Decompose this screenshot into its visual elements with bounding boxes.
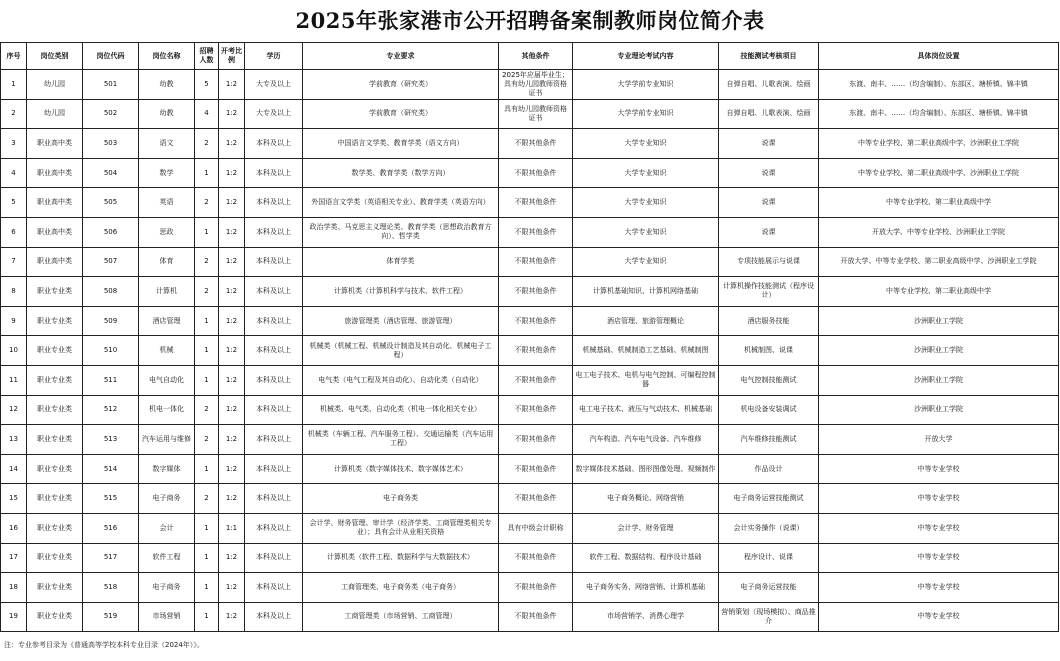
table-row	[1, 70, 1059, 100]
table-cell: 501	[83, 70, 139, 100]
table-cell: 工商管理类、电子商务类（电子商务）	[303, 573, 499, 603]
table-cell: 507	[83, 247, 139, 277]
table-cell: 14	[1, 454, 27, 484]
table-cell: 不限其他条件	[499, 129, 573, 159]
table-cell: 518	[83, 573, 139, 603]
table-cell: 电气自动化	[139, 365, 195, 395]
table-cell: 语文	[139, 129, 195, 159]
table-cell: 会计实务操作（说课）	[719, 513, 819, 543]
table-cell: 电子商务	[139, 484, 195, 514]
table-row	[1, 336, 1059, 366]
table-cell: 本科及以上	[245, 365, 303, 395]
table-row	[1, 484, 1059, 514]
table-cell: 2025年应届毕业生；具有幼儿园教师资格证书	[499, 70, 573, 100]
table-cell: 计算机类（计算机科学与技术、软件工程）	[303, 277, 499, 307]
table-cell: 中等专业学校	[819, 454, 1059, 484]
table-cell: 沙洲职业工学院	[819, 365, 1059, 395]
table-row	[1, 365, 1059, 395]
table-cell: 不限其他条件	[499, 365, 573, 395]
table-cell: 机械类、电气类、自动化类（机电一体化相关专业）	[303, 395, 499, 425]
table-cell: 电子商务	[139, 573, 195, 603]
table-cell: 1:1	[219, 513, 245, 543]
table-cell: 程序设计、说课	[719, 543, 819, 573]
table-cell: 2	[195, 188, 219, 218]
table-cell: 1:2	[219, 425, 245, 455]
table-cell: 1:2	[219, 70, 245, 100]
page-title: 2025年张家港市公开招聘备案制教师岗位简介表	[295, 8, 765, 33]
header-cell: 专业理论考试内容	[573, 43, 719, 70]
table-cell: 职业专业类	[27, 513, 83, 543]
table-cell: 东渡、南丰、……（均含编制）、东部区、塘桥镇、锦丰镇	[819, 99, 1059, 129]
table-row	[1, 129, 1059, 159]
table-cell: 9	[1, 306, 27, 336]
table-cell: 本科及以上	[245, 306, 303, 336]
table-cell: 1:2	[219, 247, 245, 277]
table-cell: 509	[83, 306, 139, 336]
table-cell: 电气类（电气工程及其自动化）、自动化类（自动化）	[303, 365, 499, 395]
table-cell: 具有中级会计职称	[499, 513, 573, 543]
table-cell: 516	[83, 513, 139, 543]
table-cell: 旅游管理类（酒店管理、旅游管理）	[303, 306, 499, 336]
table-cell: 计算机	[139, 277, 195, 307]
table-cell: 2	[195, 277, 219, 307]
table-cell: 17	[1, 543, 27, 573]
table-cell: 沙洲职业工学院	[819, 336, 1059, 366]
table-cell: 自弹自唱、儿歌表演、绘画	[719, 99, 819, 129]
table-cell: 1:2	[219, 217, 245, 247]
table-cell: 中等专业学校、第二职业高级中学、沙洲职业工学院	[819, 158, 1059, 188]
table-row	[1, 158, 1059, 188]
table-cell: 数学	[139, 158, 195, 188]
table-cell: 思政	[139, 217, 195, 247]
table-cell: 中等专业学校	[819, 602, 1059, 632]
header-cell: 其他条件	[499, 43, 573, 70]
header-cell: 岗位类别	[27, 43, 83, 70]
table-cell: 机械类（车辆工程、汽车服务工程）、交通运输类（汽车运用工程）	[303, 425, 499, 455]
table-cell: 2	[195, 425, 219, 455]
table-cell: 13	[1, 425, 27, 455]
table-cell: 514	[83, 454, 139, 484]
table-cell: 1:2	[219, 158, 245, 188]
table-cell: 营销策划（现场模拟）、商品推介	[719, 602, 819, 632]
table-cell: 1:2	[219, 188, 245, 218]
table-cell: 不限其他条件	[499, 247, 573, 277]
table-cell: 会计学、财务管理、审计学（经济学类、工商管理类相关专业）；具有会计从业相关资格	[303, 513, 499, 543]
header-cell: 序号	[1, 43, 27, 70]
table-cell: 519	[83, 602, 139, 632]
table-row	[1, 217, 1059, 247]
table-cell: 职业高中类	[27, 158, 83, 188]
table-cell: 1:2	[219, 395, 245, 425]
table-cell: 3	[1, 129, 27, 159]
table-cell: 10	[1, 336, 27, 366]
table-cell: 专项技能展示与说课	[719, 247, 819, 277]
table-cell: 1	[195, 336, 219, 366]
table-cell: 机械基础、机械制造工艺基础、机械制图	[573, 336, 719, 366]
table-cell: 7	[1, 247, 27, 277]
table-cell: 幼儿园	[27, 70, 83, 100]
table-row	[1, 277, 1059, 307]
table-row	[1, 188, 1059, 218]
table-cell: 515	[83, 484, 139, 514]
table-cell: 电子商务实务、网络营销、计算机基础	[573, 573, 719, 603]
table-row	[1, 99, 1059, 129]
table-cell: 本科及以上	[245, 188, 303, 218]
table-cell: 说课	[719, 188, 819, 218]
positions-table	[0, 42, 1059, 632]
table-cell: 大学专业知识	[573, 247, 719, 277]
table-cell: 电气控制技能测试	[719, 365, 819, 395]
table-cell: 不限其他条件	[499, 454, 573, 484]
table-cell: 511	[83, 365, 139, 395]
table-cell: 职业专业类	[27, 306, 83, 336]
table-cell: 本科及以上	[245, 395, 303, 425]
table-cell: 15	[1, 484, 27, 514]
header-cell: 招聘人数	[195, 43, 219, 70]
table-cell: 会计	[139, 513, 195, 543]
table-cell: 职业专业类	[27, 454, 83, 484]
table-cell: 数字媒体	[139, 454, 195, 484]
table-cell: 505	[83, 188, 139, 218]
table-cell: 5	[1, 188, 27, 218]
table-cell: 不限其他条件	[499, 188, 573, 218]
table-cell: 不限其他条件	[499, 277, 573, 307]
table-cell: 12	[1, 395, 27, 425]
table-cell: 电子商务运营技能	[719, 573, 819, 603]
table-cell: 不限其他条件	[499, 158, 573, 188]
table-cell: 职业专业类	[27, 395, 83, 425]
table-cell: 电子商务概论、网络营销	[573, 484, 719, 514]
table-cell: 开放大学、中等专业学校、沙洲职业工学院	[819, 217, 1059, 247]
table-cell: 不限其他条件	[499, 602, 573, 632]
table-cell: 幼儿园	[27, 99, 83, 129]
table-cell: 机电一体化	[139, 395, 195, 425]
header-cell: 开考比例	[219, 43, 245, 70]
table-cell: 酒店管理、旅游管理概论	[573, 306, 719, 336]
table-cell: 1:2	[219, 573, 245, 603]
table-cell: 大学专业知识	[573, 158, 719, 188]
table-cell: 沙洲职业工学院	[819, 306, 1059, 336]
table-cell: 不限其他条件	[499, 543, 573, 573]
table-cell: 1:2	[219, 454, 245, 484]
table-cell: 不限其他条件	[499, 573, 573, 603]
table-cell: 职业专业类	[27, 602, 83, 632]
table-cell: 英语	[139, 188, 195, 218]
table-cell: 电工电子技术、电机与电气控制、可编程控制器	[573, 365, 719, 395]
table-cell: 517	[83, 543, 139, 573]
table-cell: 1:2	[219, 277, 245, 307]
table-cell: 市场营销学、消费心理学	[573, 602, 719, 632]
table-cell: 中等专业学校	[819, 484, 1059, 514]
table-cell: 1	[1, 70, 27, 100]
table-cell: 电子商务运营技能测试	[719, 484, 819, 514]
table-cell: 职业高中类	[27, 188, 83, 218]
table-cell: 不限其他条件	[499, 484, 573, 514]
table-cell: 大学专业知识	[573, 217, 719, 247]
table-cell: 1:2	[219, 543, 245, 573]
table-cell: 说课	[719, 217, 819, 247]
table-cell: 不限其他条件	[499, 425, 573, 455]
header-cell: 技能测试考核项目	[719, 43, 819, 70]
table-cell: 计算机基础知识、计算机网络基础	[573, 277, 719, 307]
table-cell: 1	[195, 454, 219, 484]
table-cell: 18	[1, 573, 27, 603]
table-cell: 大学学前专业知识	[573, 70, 719, 100]
table-cell: 不限其他条件	[499, 336, 573, 366]
table-cell: 大专及以上	[245, 70, 303, 100]
table-row	[1, 573, 1059, 603]
table-cell: 汽车运用与维修	[139, 425, 195, 455]
table-cell: 数学类、教育学类（数学方向）	[303, 158, 499, 188]
table-cell: 1	[195, 513, 219, 543]
table-cell: 512	[83, 395, 139, 425]
table-cell: 中国语言文学类、教育学类（语文方向）	[303, 129, 499, 159]
table-cell: 作品设计	[719, 454, 819, 484]
table-cell: 东渡、南丰、……（均含编制）、东部区、塘桥镇、锦丰镇	[819, 70, 1059, 100]
table-cell: 酒店管理	[139, 306, 195, 336]
table-cell: 幼教	[139, 70, 195, 100]
table-cell: 2	[195, 395, 219, 425]
table-cell: 中等专业学校、第二职业高级中学	[819, 277, 1059, 307]
table-cell: 中等专业学校	[819, 573, 1059, 603]
table-cell: 510	[83, 336, 139, 366]
table-cell: 职业专业类	[27, 277, 83, 307]
table-cell: 机械制图、说课	[719, 336, 819, 366]
table-cell: 软件工程、数据结构、程序设计基础	[573, 543, 719, 573]
table-cell: 6	[1, 217, 27, 247]
table-cell: 职业高中类	[27, 247, 83, 277]
table-cell: 沙洲职业工学院	[819, 395, 1059, 425]
header-row	[1, 43, 1059, 70]
table-cell: 计算机操作技能测试（程序设计）	[719, 277, 819, 307]
table-cell: 不限其他条件	[499, 395, 573, 425]
table-cell: 2	[1, 99, 27, 129]
table-cell: 本科及以上	[245, 484, 303, 514]
table-cell: 本科及以上	[245, 277, 303, 307]
table-cell: 职业专业类	[27, 573, 83, 603]
table-cell: 本科及以上	[245, 602, 303, 632]
table-row	[1, 425, 1059, 455]
table-cell: 开放大学、中等专业学校、第二职业高级中学、沙洲职业工学院	[819, 247, 1059, 277]
table-row	[1, 454, 1059, 484]
table-cell: 职业专业类	[27, 365, 83, 395]
table-cell: 不限其他条件	[499, 217, 573, 247]
table-cell: 503	[83, 129, 139, 159]
table-cell: 职业专业类	[27, 425, 83, 455]
table-cell: 大学专业知识	[573, 129, 719, 159]
table-cell: 电子商务类	[303, 484, 499, 514]
table-row	[1, 247, 1059, 277]
table-cell: 1	[195, 573, 219, 603]
table-cell: 计算机类（软件工程、数据科学与大数据技术）	[303, 543, 499, 573]
table-cell: 学前教育（研究类）	[303, 99, 499, 129]
table-cell: 酒店服务技能	[719, 306, 819, 336]
table-cell: 502	[83, 99, 139, 129]
table-cell: 软件工程	[139, 543, 195, 573]
table-cell: 本科及以上	[245, 129, 303, 159]
table-cell: 中等专业学校	[819, 543, 1059, 573]
table-cell: 11	[1, 365, 27, 395]
table-cell: 学前教育（研究类）	[303, 70, 499, 100]
table-cell: 2	[195, 129, 219, 159]
table-row	[1, 513, 1059, 543]
table-cell: 计算机类（数字媒体技术、数字媒体艺术）	[303, 454, 499, 484]
table-cell: 506	[83, 217, 139, 247]
table-cell: 1:2	[219, 129, 245, 159]
table-cell: 5	[195, 70, 219, 100]
table-cell: 2	[195, 484, 219, 514]
table-cell: 513	[83, 425, 139, 455]
table-cell: 数字媒体技术基础、图形图像处理、视频制作	[573, 454, 719, 484]
table-cell: 1:2	[219, 306, 245, 336]
table-cell: 4	[195, 99, 219, 129]
table-cell: 政治学类、马克思主义理论类、教育学类（思想政治教育方向）、哲学类	[303, 217, 499, 247]
table-row	[1, 395, 1059, 425]
table-cell: 本科及以上	[245, 425, 303, 455]
table-row	[1, 602, 1059, 632]
table-cell: 具有幼儿园教师资格证书	[499, 99, 573, 129]
table-cell: 机械	[139, 336, 195, 366]
table-cell: 4	[1, 158, 27, 188]
header-cell: 岗位代码	[83, 43, 139, 70]
table-row	[1, 306, 1059, 336]
table-cell: 大学学前专业知识	[573, 99, 719, 129]
header-cell: 岗位名称	[139, 43, 195, 70]
table-cell: 504	[83, 158, 139, 188]
table-cell: 说课	[719, 158, 819, 188]
table-row	[1, 543, 1059, 573]
table-cell: 不限其他条件	[499, 306, 573, 336]
table-cell: 职业高中类	[27, 217, 83, 247]
table-cell: 本科及以上	[245, 513, 303, 543]
header-cell: 学历	[245, 43, 303, 70]
table-cell: 本科及以上	[245, 543, 303, 573]
table-cell: 说课	[719, 129, 819, 159]
table-cell: 机械类（机械工程、机械设计制造及其自动化、机械电子工程）	[303, 336, 499, 366]
table-cell: 本科及以上	[245, 336, 303, 366]
table-cell: 外国语言文学类（英语相关专业）、教育学类（英语方向）	[303, 188, 499, 218]
table-cell: 中等专业学校、第二职业高级中学、沙洲职业工学院	[819, 129, 1059, 159]
table-cell: 本科及以上	[245, 158, 303, 188]
table-cell: 职业专业类	[27, 484, 83, 514]
table-cell: 幼教	[139, 99, 195, 129]
table-cell: 1:2	[219, 99, 245, 129]
table-cell: 电工电子技术、液压与气动技术、机械基础	[573, 395, 719, 425]
table-cell: 1	[195, 543, 219, 573]
table-cell: 2	[195, 247, 219, 277]
table-cell: 1:2	[219, 602, 245, 632]
table-cell: 工商管理类（市场营销、工商管理）	[303, 602, 499, 632]
table-cell: 汽车构造、汽车电气设备、汽车维修	[573, 425, 719, 455]
table-cell: 职业专业类	[27, 336, 83, 366]
table-cell: 职业专业类	[27, 543, 83, 573]
table-cell: 1	[195, 217, 219, 247]
table-cell: 会计学、财务管理	[573, 513, 719, 543]
table-cell: 1:2	[219, 336, 245, 366]
table-cell: 中等专业学校、第二职业高级中学	[819, 188, 1059, 218]
table-cell: 本科及以上	[245, 247, 303, 277]
table-cell: 自弹自唱、儿歌表演、绘画	[719, 70, 819, 100]
table-cell: 19	[1, 602, 27, 632]
table-cell: 大专及以上	[245, 99, 303, 129]
table-cell: 职业高中类	[27, 129, 83, 159]
table-cell: 1	[195, 602, 219, 632]
table-cell: 1:2	[219, 365, 245, 395]
header-cell: 具体岗位设置	[819, 43, 1059, 70]
table-cell: 508	[83, 277, 139, 307]
table-cell: 1:2	[219, 484, 245, 514]
table-cell: 1	[195, 306, 219, 336]
table-cell: 中等专业学校	[819, 513, 1059, 543]
header-cell: 专业要求	[303, 43, 499, 70]
table-cell: 机电设备安装调试	[719, 395, 819, 425]
table-cell: 本科及以上	[245, 217, 303, 247]
table-cell: 1	[195, 365, 219, 395]
table-cell: 体育学类	[303, 247, 499, 277]
footnote: 注：专业参考目录为《普通高等学校本科专业目录（2024年）》。	[4, 641, 204, 649]
table-cell: 体育	[139, 247, 195, 277]
table-cell: 本科及以上	[245, 454, 303, 484]
table-cell: 大学专业知识	[573, 188, 719, 218]
table-cell: 开放大学	[819, 425, 1059, 455]
table-cell: 汽车维修技能测试	[719, 425, 819, 455]
table-cell: 本科及以上	[245, 573, 303, 603]
table-cell: 8	[1, 277, 27, 307]
table-cell: 市场营销	[139, 602, 195, 632]
table-cell: 1	[195, 158, 219, 188]
table-cell: 16	[1, 513, 27, 543]
